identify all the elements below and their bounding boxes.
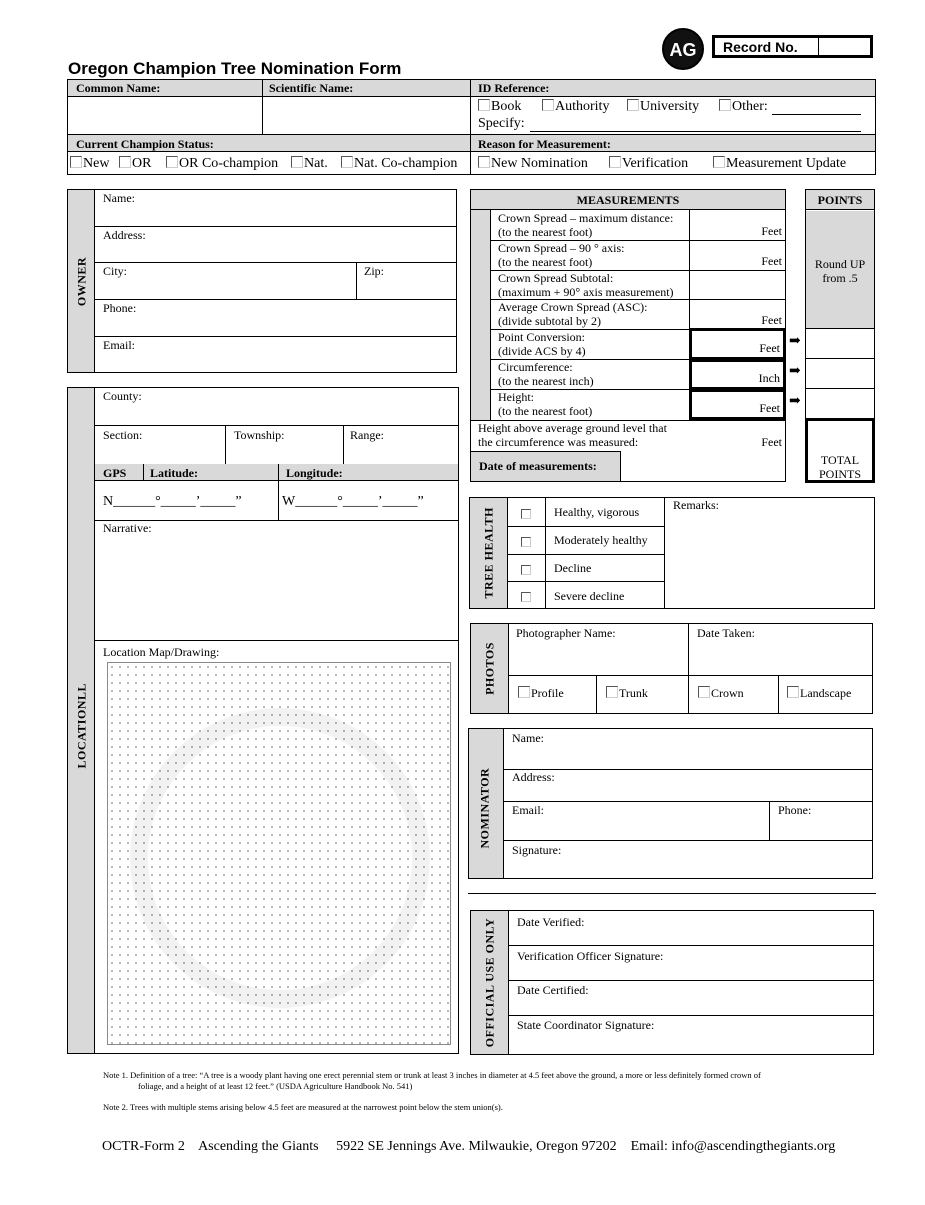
owner-email-field[interactable] [96,351,456,372]
measurement-row-crown-max: Crown Spread – maximum distance: (to the nearest foot) Feet [471,211,785,240]
township-label: Township: [234,428,285,442]
crown-max-field[interactable]: Feet [761,224,782,238]
common-name-field[interactable] [69,98,261,133]
state-coordinator-field[interactable] [510,1033,873,1054]
latitude-field[interactable]: N______°_____’_____” [103,494,242,509]
points-field-conversion[interactable] [806,329,874,358]
measurement-row-crown-90: Crown Spread – 90 ° axis: (to the nearest foot) Feet [471,241,785,270]
nominator-phone-label: Phone: [778,803,812,817]
total-points-field[interactable] [805,418,875,483]
location-section-label: LOCATIONLL [74,683,89,769]
points-field-circumference[interactable] [806,359,874,388]
checkbox-icon[interactable] [713,156,725,168]
checkbox-icon[interactable] [518,686,530,698]
location-map-label: Location Map/Drawing: [103,645,220,659]
nominator-name-field[interactable] [505,746,872,769]
point-conversion-field[interactable]: Feet [689,328,786,360]
height-above-ground-row: Height above average ground level that the circumference was measured: Feet [478,421,782,449]
height-field[interactable]: Feet [689,389,786,420]
checkbox-icon[interactable] [70,156,82,168]
checkbox-icon[interactable] [698,686,710,698]
status-new[interactable]: New [70,156,109,172]
note-2: Note 2. Trees with multiple stems arising below 4.5 feet are measured at the narrowest point below the stem union(s). [103,1102,503,1112]
arrow-right-icon: ➡ [789,394,801,409]
health-moderate-checkbox[interactable] [521,537,531,547]
scientific-name-field[interactable] [264,98,469,133]
reason-new-nomination[interactable]: New Nomination [478,156,588,172]
total-points-label: TOTAL POINTS [818,453,861,481]
verification-officer-label: Verification Officer Signature: [517,949,664,963]
date-verified-label: Date Verified: [517,915,585,929]
date-certified-label: Date Certified: [517,983,589,997]
longitude-label: Longitude: [286,466,343,480]
id-book[interactable]: Book [478,99,521,115]
common-name-label: Common Name: [76,81,161,95]
checkbox-icon[interactable] [719,99,731,111]
reason-label: Reason for Measurement: [478,137,611,151]
checkbox-icon[interactable] [787,686,799,698]
nominator-address-field[interactable] [505,785,872,801]
health-severe-checkbox[interactable] [521,592,531,602]
circumference-field[interactable]: Inch [689,359,786,390]
id-other[interactable]: Other: [719,99,768,115]
measurement-row-circumference: Circumference: (to the nearest inch) Inch [471,360,785,389]
date-certified-field[interactable] [510,998,873,1015]
nominator-email-field[interactable] [505,818,768,840]
points-field-height[interactable] [806,389,874,418]
tree-health-section [469,497,875,609]
tree-health-label: TREE HEALTH [481,507,496,599]
id-authority[interactable]: Authority [542,99,609,115]
nominator-section [468,728,873,879]
owner-city-field[interactable] [96,277,355,299]
footer-text: OCTR-Form 2 Ascending the Giants 5922 SE Jennings Ave. Milwaukie, Oregon 97202 Email: info@ascendingthegiants.org [102,1139,836,1154]
arrow-right-icon: ➡ [789,334,801,349]
checkbox-icon[interactable] [542,99,554,111]
state-coordinator-label: State Coordinator Signature: [517,1018,655,1032]
status-nat[interactable]: Nat. [291,156,328,172]
date-verified-field[interactable] [510,930,873,945]
owner-name-label: Name: [103,191,135,205]
logo-text: AG [669,40,697,60]
checkbox-icon[interactable] [478,99,490,111]
photos-label: PHOTOS [482,642,497,695]
photo-crown[interactable]: Crown [698,686,744,701]
note-1: Note 1. Definition of a tree: “A tree is a woody plant having one erect perennial stem or trunk at least 3 inches in diameter at 4.5 feet above the ground, a more or less definitely formed crown of foliage, and a height of at least 12 feet.” (USDA Agriculture Handbook No. 541) [103,1070,761,1091]
owner-phone-field[interactable] [96,314,456,336]
points-section [805,189,875,482]
measurements-header: MEASUREMENTS [576,193,680,207]
checkbox-icon[interactable] [166,156,178,168]
checkbox-icon[interactable] [609,156,621,168]
measurement-row-height: Height: (to the nearest foot) Feet [471,390,785,420]
health-decline-checkbox[interactable] [521,565,531,575]
date-taken-label: Date Taken: [697,626,755,640]
reason-measurement-update[interactable]: Measurement Update [713,156,846,172]
watermark-logo [130,708,430,1008]
checkbox-icon[interactable] [291,156,303,168]
owner-city-label: City: [103,264,128,278]
owner-name-field[interactable] [96,204,456,226]
avg-crown-field[interactable]: Feet [761,313,782,327]
narrative-field[interactable] [96,536,458,640]
specify-label: Specify: [478,116,525,131]
longitude-field[interactable]: W______°_____’_____” [282,494,424,509]
scientific-name-label: Scientific Name: [269,81,354,95]
photo-trunk[interactable]: Trunk [606,686,648,701]
height-above-unit: Feet [761,435,782,449]
status-nat-cochampion[interactable]: Nat. Co-champion [341,156,457,172]
official-use-section [470,910,874,1055]
photographer-field[interactable] [510,641,687,674]
nominator-label: NOMINATOR [477,767,492,849]
checkbox-icon[interactable] [119,156,131,168]
verification-officer-field[interactable] [510,964,873,980]
health-option-label: Moderately healthy [554,533,648,547]
measurements-section [470,189,786,482]
status-or[interactable]: OR [119,156,151,172]
crown-subtotal-field[interactable] [690,271,785,299]
photos-section [470,623,873,714]
record-label: Record No. [723,39,798,55]
nominator-email-label: Email: [512,803,544,817]
owner-section-label: OWNER [74,256,89,307]
health-healthy-checkbox[interactable] [521,509,531,519]
record-box [712,35,873,58]
owner-zip-field[interactable] [357,277,456,299]
county-field[interactable] [96,403,458,425]
checkbox-icon[interactable] [627,99,639,111]
crown-90-field[interactable]: Feet [761,254,782,268]
official-use-label: OFFICIAL USE ONLY [482,917,497,1048]
round-up-note: Round UP from .5 [814,257,866,285]
nominator-address-label: Address: [512,770,555,784]
reason-verification[interactable]: Verification [609,156,688,172]
range-label: Range: [350,428,384,442]
points-header: POINTS [817,193,863,207]
owner-address-field[interactable] [96,241,456,262]
page-title: Oregon Champion Tree Nomination Form [68,59,402,78]
location-section [67,387,459,1054]
owner-section [67,189,457,373]
record-number-field[interactable] [818,38,870,55]
status-or-cochampion[interactable]: OR Co-champion [166,156,278,172]
health-option-label: Severe decline [554,589,625,603]
gps-label: GPS [103,466,127,480]
specify-field[interactable] [530,131,861,132]
photo-profile[interactable]: Profile [518,686,564,701]
date-of-measurements-field[interactable] [622,452,785,481]
nominator-name-label: Name: [512,731,544,745]
county-label: County: [103,389,142,403]
nominator-signature-label: Signature: [512,843,562,857]
measurement-row-avg-crown: Average Crown Spread (ASC): (divide subtotal by 2) Feet [471,300,785,329]
other-field[interactable] [772,114,861,115]
photo-landscape[interactable]: Landscape [787,686,851,701]
photographer-label: Photographer Name: [516,626,616,640]
id-reference-label: ID Reference: [478,81,550,95]
health-option-label: Healthy, vigorous [554,505,640,519]
checkbox-icon[interactable] [478,156,490,168]
latitude-label: Latitude: [150,466,198,480]
date-of-measurements-label: Date of measurements: [479,459,597,473]
owner-address-label: Address: [103,228,146,242]
section-label: Section: [103,428,143,442]
narrative-label: Narrative: [103,521,152,535]
owner-phone-label: Phone: [103,301,137,315]
remarks-label: Remarks: [673,498,719,512]
logo [662,28,704,70]
arrow-right-icon: ➡ [789,364,801,379]
top-table [67,79,876,175]
divider [468,893,876,894]
current-status-label: Current Champion Status: [76,137,214,151]
checkbox-icon[interactable] [606,686,618,698]
nominator-phone-field[interactable] [770,818,872,840]
health-option-label: Decline [554,561,592,575]
measurement-row-point-conversion: Point Conversion: (divide ACS by 4) Feet [471,330,785,359]
measurement-row-crown-subtotal: Crown Spread Subtotal: (maximum + 90° axis measurement) [471,271,785,299]
owner-email-label: Email: [103,338,135,352]
remarks-field[interactable] [666,513,874,607]
nominator-signature-field[interactable] [505,858,872,878]
location-map-drawing-area[interactable] [107,662,451,1045]
checkbox-icon[interactable] [341,156,353,168]
id-university[interactable]: University [627,99,699,115]
owner-zip-label: Zip: [364,264,384,278]
date-taken-field[interactable] [689,641,872,674]
